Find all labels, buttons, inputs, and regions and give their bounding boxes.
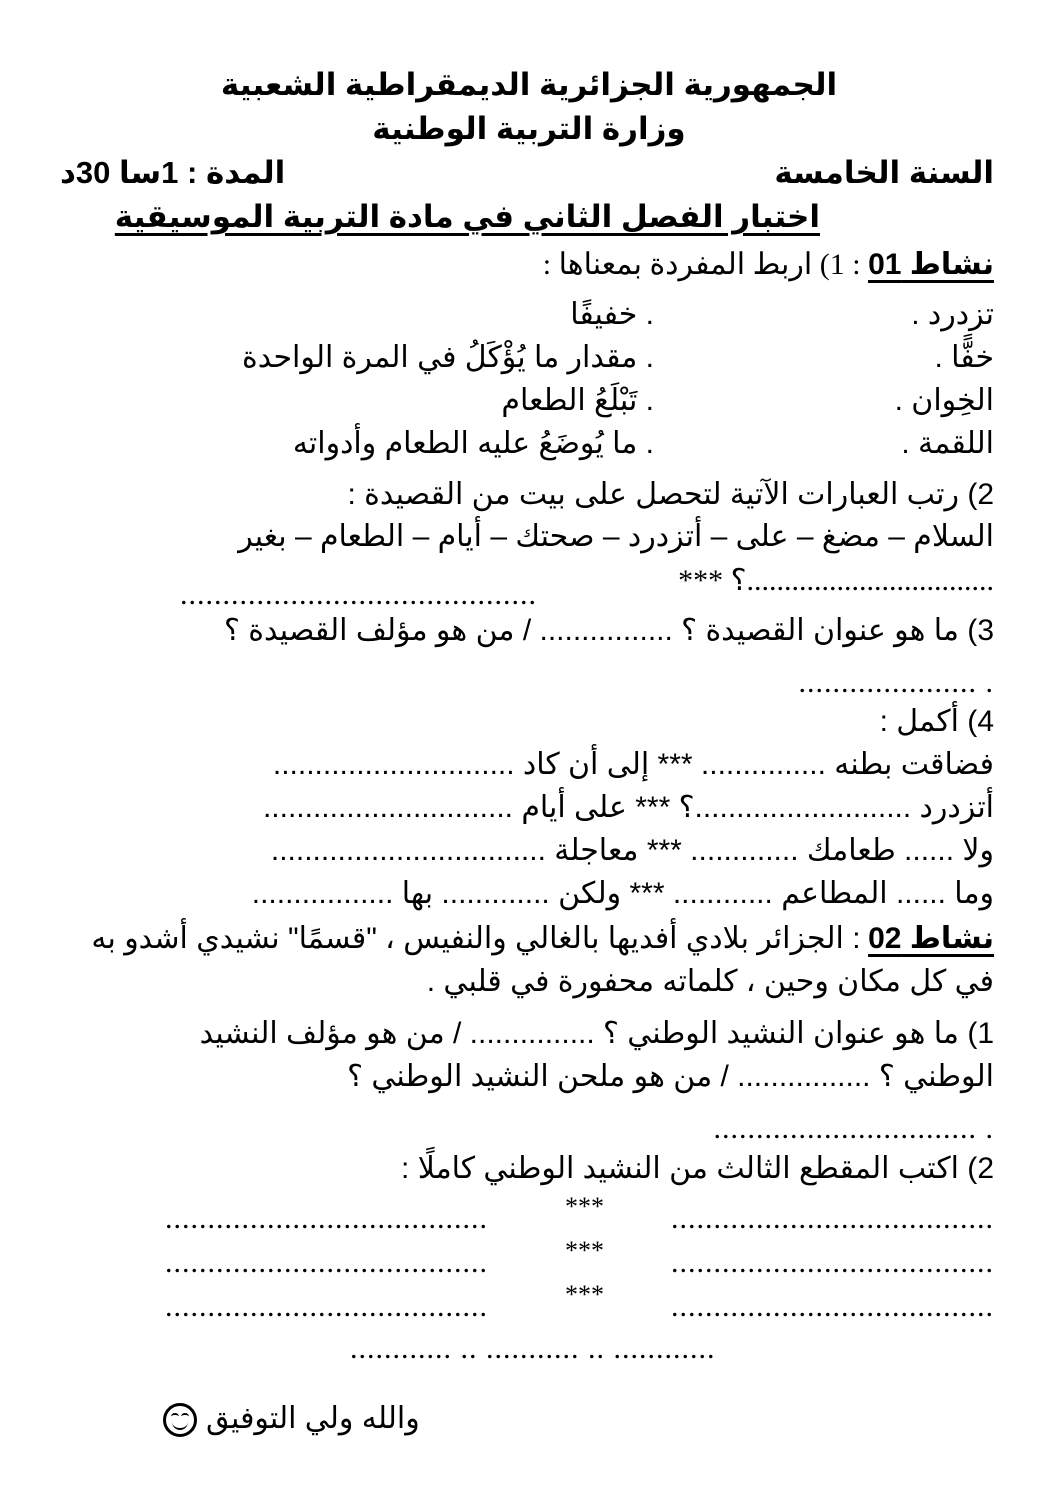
q2-answer-right[interactable]: .................................؟ *** xyxy=(678,564,994,597)
activity2-q1-line-1: 1) ما هو عنوان النشيد الوطني ؟ ............... / من هو مؤلف النشيد xyxy=(199,1017,994,1050)
smiley-eye-right xyxy=(181,1413,189,1420)
activity2-text-2: في كل مكان وحين ، كلماته محفورة في قلبي . xyxy=(426,965,994,998)
verse-separator-1: *** xyxy=(565,1192,604,1221)
ministry-heading: وزارة التربية الوطنية xyxy=(372,111,686,146)
q4-line-2[interactable]: أتزدرد ..........................؟ *** على أيام .............................. xyxy=(262,791,994,824)
republic-heading: الجمهورية الجزائرية الديمقراطية الشعبية xyxy=(220,67,838,102)
smiley-face-icon xyxy=(163,1403,197,1437)
verse-1-left[interactable]: ...................................... xyxy=(165,1202,488,1235)
match-word-3: الخِوان . xyxy=(894,384,994,417)
q2-answer-left[interactable]: .......................................... xyxy=(180,578,537,611)
match-meaning-2: . مقدار ما يُؤْكَلُ في المرة الواحدة xyxy=(242,341,654,374)
smiley-mouth xyxy=(172,1420,188,1430)
final-dots[interactable]: ............ .. ........... .. ............ xyxy=(350,1332,716,1365)
verse-1-right[interactable]: ...................................... xyxy=(671,1202,994,1235)
verse-2-right[interactable]: ...................................... xyxy=(671,1246,994,1279)
activity2-q1-line-2: الوطني ؟ ................ / من هو ملحن النشيد الوطني ؟ xyxy=(347,1060,994,1093)
match-word-1: تزدرد . xyxy=(911,298,994,331)
verse-2-left[interactable]: ...................................... xyxy=(165,1246,488,1279)
activity2-text-1: : الجزائر بلادي أفديها بالغالي والنفيس ، "قسمًا" نشيدي أشدو به xyxy=(91,922,861,955)
duration-label: المدة : 1سا 30د xyxy=(60,155,286,190)
verse-separator-2: *** xyxy=(565,1236,604,1265)
closing-text: والله ولي التوفيق xyxy=(206,1402,420,1435)
q4-line-3[interactable]: ولا ...... طعامك ............. *** معاجلة ................................. xyxy=(270,834,994,867)
activity1-label: نشاط 01 xyxy=(868,248,994,281)
verse-3-left[interactable]: ...................................... xyxy=(165,1290,488,1323)
verse-separator-3: *** xyxy=(565,1280,604,1309)
match-meaning-1: . خفيفًا xyxy=(570,298,654,331)
q4-line-1[interactable]: فضاقت بطنه ............... *** إلى أن كاد ............................. xyxy=(272,748,994,781)
grade-label: السنة الخامسة xyxy=(774,155,994,190)
match-meaning-4: . ما يُوضَعُ عليه الطعام وأدواته xyxy=(292,427,654,460)
activity2-q2-prompt: 2) اكتب المقطع الثالث من النشيد الوطني كاملًا : xyxy=(401,1152,994,1185)
activity2-heading xyxy=(91,920,994,958)
activity1-heading xyxy=(543,246,994,284)
smiley-eye-left xyxy=(171,1413,179,1420)
match-word-2: خفًّا . xyxy=(934,341,994,374)
activity1-q2-words: السلام – مضغ – على – أتزدرد – صحتك – أيام – الطعام – بغير xyxy=(238,520,994,553)
match-word-4: اللقمة . xyxy=(901,427,994,460)
activity2-q1-answer[interactable]: . ............................... xyxy=(713,1112,994,1145)
activity1-q2-prompt: 2) رتب العبارات الآتية لتحصل على بيت من القصيدة : xyxy=(347,478,994,511)
verse-3-right[interactable]: ...................................... xyxy=(671,1290,994,1323)
activity1-q4-prompt: 4) أكمل : xyxy=(879,705,994,738)
exam-title-text: اختبار الفصل الثاني في مادة التربية الموسيقية xyxy=(114,199,820,234)
activity2-label: نشاط 02 xyxy=(868,922,994,955)
activity1-q1-prompt: : 1) اربط المفردة بمعناها : xyxy=(542,248,861,281)
activity1-q3-prompt: 3) ما هو عنوان القصيدة ؟ ................ / من هو مؤلف القصيدة ؟ xyxy=(224,614,994,647)
q4-line-4[interactable]: وما ...... المطاعم ............ *** ولكن ............. بها ................. xyxy=(251,877,994,910)
match-meaning-3: . تَبْلَعُ الطعام xyxy=(501,384,654,417)
exam-title xyxy=(115,198,820,236)
q3-answer[interactable]: . ..................... xyxy=(798,666,994,699)
